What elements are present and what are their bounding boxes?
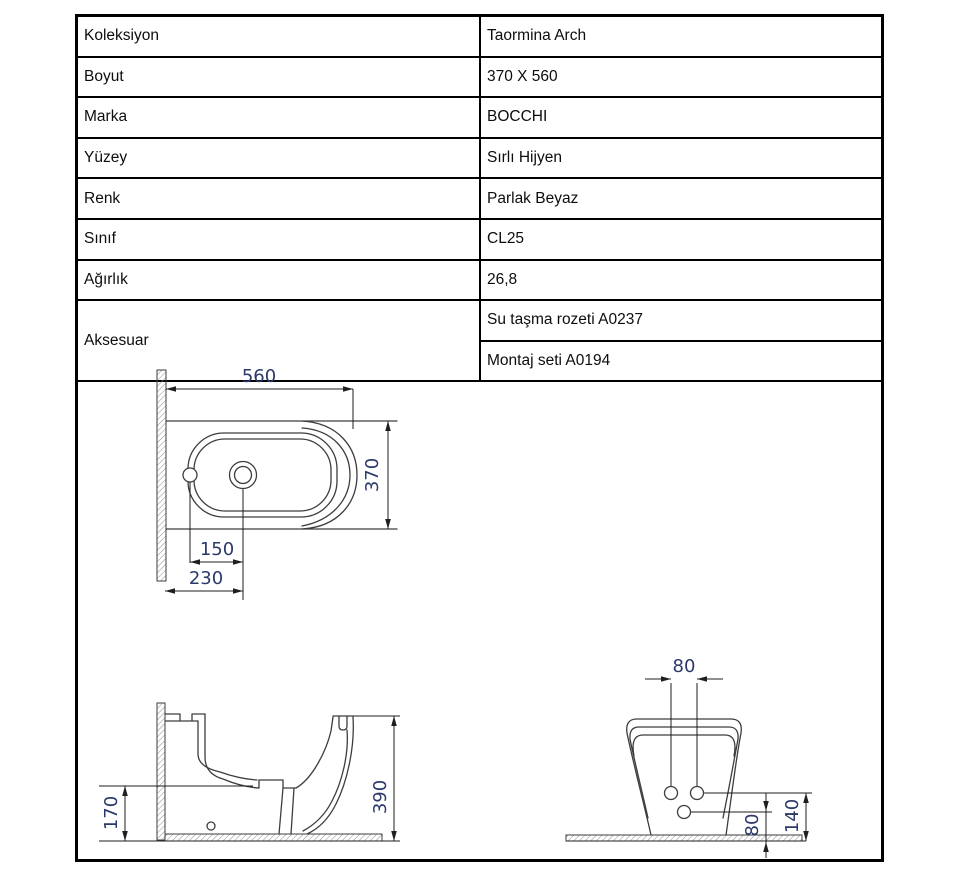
dim-inlet-170 [99, 786, 253, 841]
floor-front-view [566, 835, 806, 841]
mounting-holes [665, 787, 704, 819]
product-spec-table [78, 17, 881, 382]
table-row [78, 300, 881, 341]
wall-hatch-side-view [157, 703, 165, 840]
spec-value-agirlik: 26,8 [480, 260, 881, 301]
table-row [78, 260, 881, 301]
spec-label-yuzey: Yüzey [78, 138, 480, 179]
spec-value-aksesuar-1: Su taşma rozeti A0237 [480, 300, 881, 341]
dim-label-370: 370 [362, 457, 383, 493]
dim-height-390 [353, 716, 400, 841]
wall-hatch-top-view [157, 370, 166, 581]
spec-label-koleksiyon: Koleksiyon [78, 17, 480, 57]
drain-circles [230, 462, 257, 489]
dim-label-390: 390 [370, 779, 391, 815]
dim-label-80-spacing: 80 [672, 656, 696, 677]
spec-label-aksesuar: Aksesuar [78, 300, 480, 381]
fixing-hole-side [207, 822, 215, 830]
dim-label-140: 140 [782, 798, 803, 834]
spec-label-renk: Renk [78, 178, 480, 219]
spec-label-sinif: Sınıf [78, 219, 480, 260]
spec-value-marka: BOCCHI [480, 97, 881, 138]
spec-value-renk: Parlak Beyaz [480, 178, 881, 219]
table-row [78, 17, 881, 57]
document-frame [75, 14, 884, 862]
front-view-drawing [566, 656, 812, 858]
bidet-body-outline-side [165, 714, 353, 834]
dim-hole-spacing-80 [645, 656, 723, 788]
top-view-drawing [157, 366, 397, 600]
dim-drain-230 [165, 568, 243, 591]
table-row [78, 178, 881, 219]
table-row [78, 219, 881, 260]
spec-label-agirlik: Ağırlık [78, 260, 480, 301]
spec-value-koleksiyon: Taormina Arch [480, 17, 881, 57]
floor-side-view [99, 834, 400, 841]
spec-value-aksesuar-2: Montaj seti A0194 [480, 341, 881, 382]
side-view-drawing [99, 703, 400, 841]
dim-label-170: 170 [101, 795, 122, 831]
technical-drawings [78, 365, 881, 859]
dim-depth-370 [362, 421, 388, 529]
dim-upper-hole-140 [782, 793, 806, 841]
table-row [78, 138, 881, 179]
spec-value-boyut: 370 X 560 [480, 57, 881, 98]
dim-width-560 [166, 366, 353, 429]
dim-label-560: 560 [241, 366, 277, 387]
dim-label-80-height: 80 [742, 813, 763, 837]
spec-label-boyut: Boyut [78, 57, 480, 98]
table-row [78, 97, 881, 138]
dim-lower-hole-80 [742, 793, 766, 858]
table-row [78, 57, 881, 98]
rim-outline-top [188, 433, 337, 517]
spec-value-yuzey: Sırlı Hijyen [480, 138, 881, 179]
spec-value-sinif: CL25 [480, 219, 881, 260]
tap-hole-circle [183, 468, 197, 482]
dim-label-230: 230 [188, 568, 224, 589]
dim-label-150: 150 [199, 539, 235, 560]
spec-label-marka: Marka [78, 97, 480, 138]
